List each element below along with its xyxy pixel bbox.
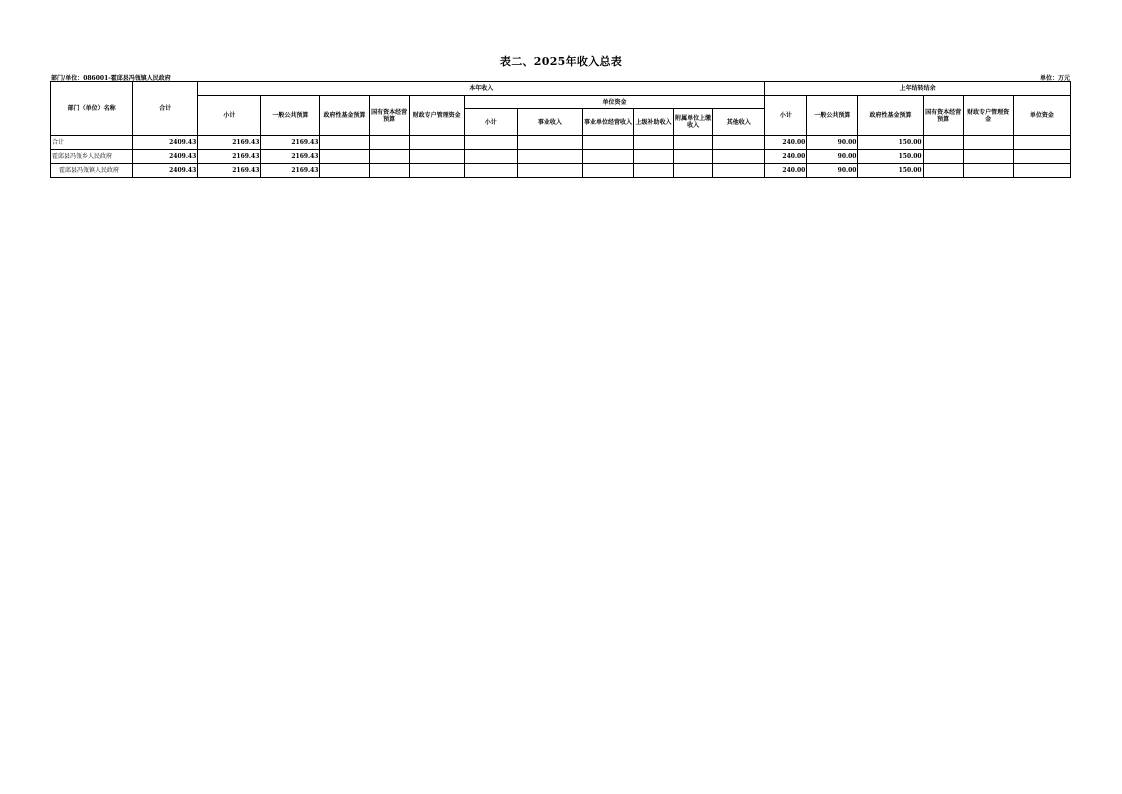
header-current-year-income: 本年收入 — [198, 82, 765, 96]
unit-label: 单位：万元 — [1039, 75, 1070, 82]
header-total: 合计 — [133, 82, 198, 136]
cell-business-income — [517, 136, 582, 150]
cell-carry-gov-fund-budget: 150.00 — [858, 164, 923, 178]
cell-state-capital-budget — [369, 164, 409, 178]
cell-carry-gov-fund-budget: 150.00 — [858, 150, 923, 164]
header-unit-subtotal: 小计 — [464, 109, 517, 136]
header-carry-fiscal-special-fund: 财政专户管理资金 — [963, 96, 1013, 136]
cell-subtotal: 2169.43 — [198, 136, 261, 150]
row-name: 霍邱县冯瓴乡人民政府 — [51, 150, 133, 164]
cell-fiscal-special-fund — [409, 150, 464, 164]
table-row-total — [51, 136, 1071, 150]
cell-superior-subsidy-income — [634, 136, 674, 150]
header-dept-name: 部门（单位）名称 — [51, 82, 133, 136]
cell-gov-fund-budget — [320, 164, 369, 178]
cell-business-operating-income — [582, 150, 633, 164]
cell-unit-subtotal — [464, 164, 517, 178]
cell-business-income — [517, 164, 582, 178]
cell-other-income — [713, 164, 765, 178]
cell-state-capital-budget — [369, 136, 409, 150]
cell-business-operating-income — [582, 136, 633, 150]
cell-carry-subtotal: 240.00 — [765, 164, 807, 178]
cell-carry-fiscal-special-fund — [963, 150, 1013, 164]
cell-affiliated-unit-remit — [674, 164, 713, 178]
table-row — [51, 150, 1071, 164]
cell-affiliated-unit-remit — [674, 150, 713, 164]
cell-general-public-budget: 2169.43 — [261, 150, 320, 164]
cell-total: 2409.43 — [133, 164, 198, 178]
cell-superior-subsidy-income — [634, 150, 674, 164]
header-gov-fund-budget: 政府性基金预算 — [320, 96, 369, 136]
header-affiliated-unit-remit: 附属单位上缴收入 — [674, 109, 713, 136]
cell-unit-subtotal — [464, 150, 517, 164]
cell-carry-state-capital-budget — [923, 150, 963, 164]
header-carry-general-public-budget: 一般公共预算 — [807, 96, 858, 136]
cell-carry-general-public-budget: 90.00 — [807, 164, 858, 178]
header-carry-state-capital-budget: 国有资本经营预算 — [923, 96, 963, 136]
cell-unit-subtotal — [464, 136, 517, 150]
header-fiscal-special-fund: 财政专户管理资金 — [409, 96, 464, 136]
header-carry-unit-funds: 单位资金 — [1013, 96, 1070, 136]
cell-total: 2409.43 — [133, 150, 198, 164]
cell-carry-fiscal-special-fund — [963, 136, 1013, 150]
header-carry-subtotal: 小计 — [765, 96, 807, 136]
cell-carry-state-capital-budget — [923, 164, 963, 178]
row-name: 霍邱县冯瓴镇人民政府 — [51, 164, 133, 178]
cell-state-capital-budget — [369, 150, 409, 164]
cell-fiscal-special-fund — [409, 136, 464, 150]
cell-carry-state-capital-budget — [923, 136, 963, 150]
cell-carry-gov-fund-budget: 150.00 — [858, 136, 923, 150]
cell-carry-subtotal: 240.00 — [765, 150, 807, 164]
cell-carry-unit-funds — [1013, 150, 1070, 164]
cell-total: 2409.43 — [133, 136, 198, 150]
header-carry-gov-fund-budget: 政府性基金预算 — [858, 96, 923, 136]
department-label: 部门/单位：086001-霍邱县冯瓴镇人民政府 — [51, 75, 171, 82]
cell-subtotal: 2169.43 — [198, 164, 261, 178]
header-other-income: 其他收入 — [713, 109, 765, 136]
cell-carry-general-public-budget: 90.00 — [807, 136, 858, 150]
cell-superior-subsidy-income — [634, 164, 674, 178]
cell-business-income — [517, 150, 582, 164]
cell-carry-fiscal-special-fund — [963, 164, 1013, 178]
page-title: 表二、2025年收入总表 — [499, 55, 623, 68]
cell-gov-fund-budget — [320, 136, 369, 150]
cell-carry-subtotal: 240.00 — [765, 136, 807, 150]
cell-other-income — [713, 150, 765, 164]
cell-carry-general-public-budget: 90.00 — [807, 150, 858, 164]
cell-other-income — [713, 136, 765, 150]
header-business-operating-income: 事业单位经营收入 — [582, 109, 633, 136]
cell-subtotal: 2169.43 — [198, 150, 261, 164]
income-summary-table — [50, 81, 1071, 178]
cell-gov-fund-budget — [320, 150, 369, 164]
header-prior-year-carryover: 上年结转结余 — [765, 82, 1071, 96]
cell-fiscal-special-fund — [409, 164, 464, 178]
header-unit-funds: 单位资金 — [464, 96, 765, 109]
row-name: 合计 — [51, 136, 133, 150]
cell-business-operating-income — [582, 164, 633, 178]
cell-affiliated-unit-remit — [674, 136, 713, 150]
cell-general-public-budget: 2169.43 — [261, 164, 320, 178]
header-state-capital-budget: 国有资本经营预算 — [369, 96, 409, 136]
header-subtotal: 小计 — [198, 96, 261, 136]
header-general-public-budget: 一般公共预算 — [261, 96, 320, 136]
header-business-income: 事业收入 — [517, 109, 582, 136]
header-superior-subsidy-income: 上级补助收入 — [634, 109, 674, 136]
cell-carry-unit-funds — [1013, 164, 1070, 178]
cell-carry-unit-funds — [1013, 136, 1070, 150]
table-row — [51, 164, 1071, 178]
cell-general-public-budget: 2169.43 — [261, 136, 320, 150]
